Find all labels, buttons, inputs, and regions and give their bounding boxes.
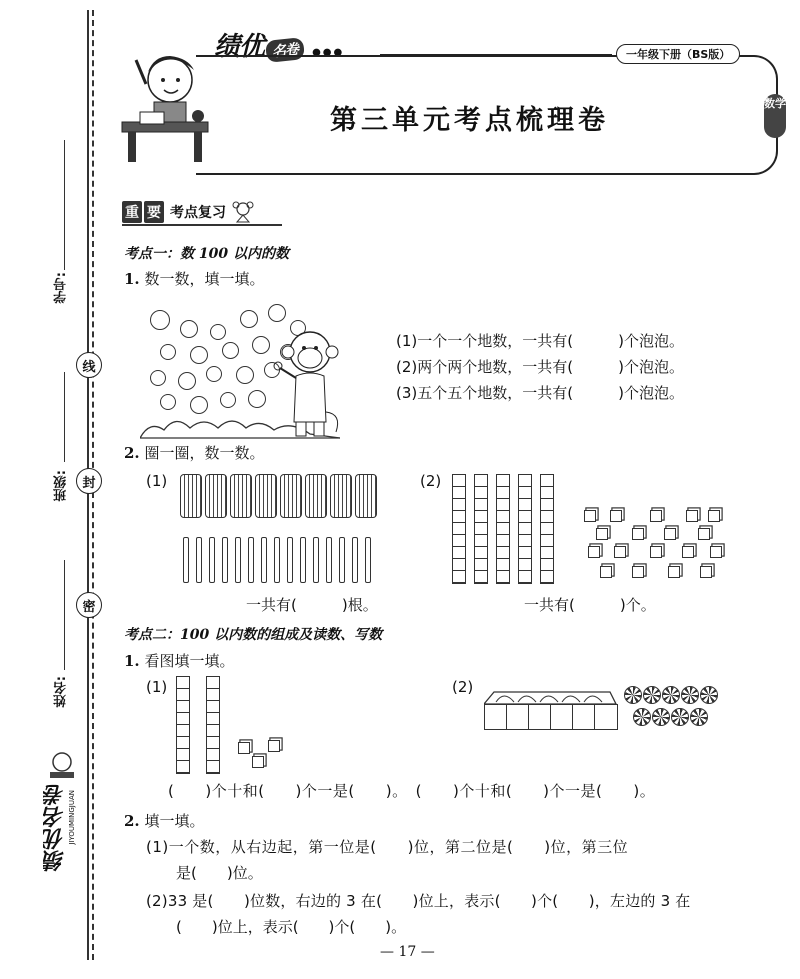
stick-bundle [230, 474, 252, 518]
loose-stick [235, 537, 241, 583]
bubble [268, 304, 286, 322]
loose-stick [326, 537, 332, 583]
q1-number: 1. [124, 270, 140, 288]
loose-stick [352, 537, 358, 583]
q4-number: 2. [124, 812, 140, 830]
section-badge-underline [122, 224, 282, 226]
loose-stick [365, 537, 371, 583]
unit-cube [596, 528, 608, 540]
unit-cube [584, 510, 596, 522]
page-title: 第三单元考点梳理卷 [330, 105, 609, 136]
stick-bundle [355, 474, 377, 518]
unit-cube [698, 528, 710, 540]
section-badge-char-1: 重 [122, 201, 142, 223]
q4-prompt-text: 填一填。 [144, 812, 205, 830]
unit-cube [268, 740, 280, 752]
loose-stick [339, 537, 345, 583]
section-title: 考点复习 [170, 205, 226, 221]
loose-stick [313, 537, 319, 583]
unit-cube [588, 546, 600, 558]
page-number: — 17 — [380, 944, 435, 960]
unit-cube [710, 546, 722, 558]
q4-line-2: 是( )位。 [176, 864, 263, 882]
bubble [236, 366, 254, 384]
coin [652, 708, 670, 726]
coin [643, 686, 661, 704]
ten-box [572, 704, 596, 730]
ten-rod [176, 676, 190, 774]
ten-rod [206, 676, 220, 774]
unit-cube [614, 546, 626, 558]
q1-prompt-text: 数一数，填一填。 [144, 270, 265, 288]
coin [671, 708, 689, 726]
unit-cube [650, 510, 662, 522]
stick-bundle [205, 474, 227, 518]
kp1-heading: 考点一：数 100 以内的数 [124, 246, 289, 262]
class-underline [64, 372, 65, 462]
q4-prompt [124, 810, 204, 831]
girl-mascot-icon [230, 200, 256, 224]
unit-cube [650, 546, 662, 558]
bubble [252, 336, 270, 354]
grade-tag: 一年级下册（BS版） [616, 44, 740, 64]
ten-rod [496, 474, 510, 584]
bubble [178, 372, 196, 390]
header-logo-main: 绩优 [214, 32, 265, 62]
loose-stick [196, 537, 202, 583]
bubble [160, 344, 176, 360]
stick-bundle [180, 474, 202, 518]
side-logo [40, 750, 86, 900]
coin [690, 708, 708, 726]
ten-box [506, 704, 530, 730]
header-dots: ●●● [312, 47, 345, 58]
name-label: 姓名: [54, 676, 69, 708]
q3-answer: ( )个十和( )个一是( )。 ( )个十和( )个一是( )。 [168, 782, 656, 800]
bubble [190, 346, 208, 364]
q3-part2-label: (2) [452, 678, 474, 696]
ten-boxes-illustration [484, 688, 620, 732]
monkey-icon [270, 322, 342, 440]
bubble [180, 320, 198, 338]
side-logo-pinyin: JIYOUMINGJUAN [68, 790, 76, 845]
stick-bundle [330, 474, 352, 518]
q2-prompt-text: 圈一圈，数一数。 [144, 444, 265, 462]
coin [633, 708, 651, 726]
ten-rod [474, 474, 488, 584]
q2-prompt [124, 442, 264, 463]
loose-stick [209, 537, 215, 583]
side-logo-text: 绩优名卷 [43, 784, 68, 872]
coin [624, 686, 642, 704]
unit-cube [252, 756, 264, 768]
q2-answer-2: 一共有( )个。 [524, 596, 656, 614]
header-logo-badge: 名卷 [265, 37, 305, 63]
loose-stick [183, 537, 189, 583]
loose-stick [287, 537, 293, 583]
q3-part1-label: (1) [146, 678, 168, 696]
q2-part2-label: (2) [420, 472, 442, 490]
q2-number: 2. [124, 444, 140, 462]
ten-box [594, 704, 618, 730]
loose-stick [261, 537, 267, 583]
unit-cube [610, 510, 622, 522]
bubble [240, 310, 258, 328]
seal-feng: 封 [76, 468, 102, 494]
ten-box [528, 704, 552, 730]
loose-stick [300, 537, 306, 583]
unit-cube [632, 528, 644, 540]
ten-box [484, 704, 508, 730]
bubble [150, 370, 166, 386]
ten-rod [540, 474, 554, 584]
bubble [210, 324, 226, 340]
bubble [222, 342, 239, 359]
stick-bundle [280, 474, 302, 518]
unit-cube [682, 546, 694, 558]
unit-cube [668, 566, 680, 578]
q1-item-2: (2)两个两个地数，一共有( )个泡泡。 [396, 358, 684, 376]
student-id-underline [64, 140, 65, 270]
q2-answer-1: 一共有( )根。 [246, 596, 378, 614]
stick-bundle [255, 474, 277, 518]
q1-item-1: (1)一个一个地数，一共有( )个泡泡。 [396, 332, 684, 350]
ten-rod [518, 474, 532, 584]
unit-cube [632, 566, 644, 578]
q3-number: 1. [124, 652, 140, 670]
q2-part1-label: (1) [146, 472, 168, 490]
unit-cube [600, 566, 612, 578]
unit-cube [708, 510, 720, 522]
unit-cube [664, 528, 676, 540]
class-label: 班级: [54, 470, 69, 502]
kp2-heading: 考点二：100 以内数的组成及读数、写数 [124, 627, 383, 643]
seal-line: 线 [76, 352, 102, 378]
loose-stick [222, 537, 228, 583]
seal-mi: 密 [76, 592, 102, 618]
coin [700, 686, 718, 704]
coin [681, 686, 699, 704]
student-id-label: 学号: [54, 272, 69, 304]
unit-cube [238, 742, 250, 754]
bubble [150, 310, 170, 330]
unit-cube [686, 510, 698, 522]
subject-badge: 数学 [764, 94, 786, 138]
section-badge-char-2: 要 [144, 201, 164, 223]
coin [662, 686, 680, 704]
stick-bundle [305, 474, 327, 518]
name-underline [64, 560, 65, 670]
loose-stick [248, 537, 254, 583]
q4-line-1: (1)一个数，从右边起，第一位是( )位，第二位是( )位，第三位 [146, 838, 629, 856]
header-top-rule [380, 54, 612, 56]
q3-prompt [124, 650, 234, 671]
unit-cube [700, 566, 712, 578]
ten-box [550, 704, 574, 730]
box-tops-icon [484, 688, 620, 706]
loose-stick [274, 537, 280, 583]
q1-prompt [124, 268, 264, 289]
q4-line-3: (2)33 是( )位数，右边的 3 在( )位上，表示( )个( )，左边的 3 在 [146, 892, 691, 910]
section-badge [122, 200, 256, 224]
ten-rod [452, 474, 466, 584]
q4-line-4: ( )位上，表示( )个( )。 [176, 918, 407, 936]
q1-item-3: (3)五个五个地数，一共有( )个泡泡。 [396, 384, 684, 402]
q3-prompt-text: 看图填一填。 [144, 652, 235, 670]
bubble [206, 366, 222, 382]
